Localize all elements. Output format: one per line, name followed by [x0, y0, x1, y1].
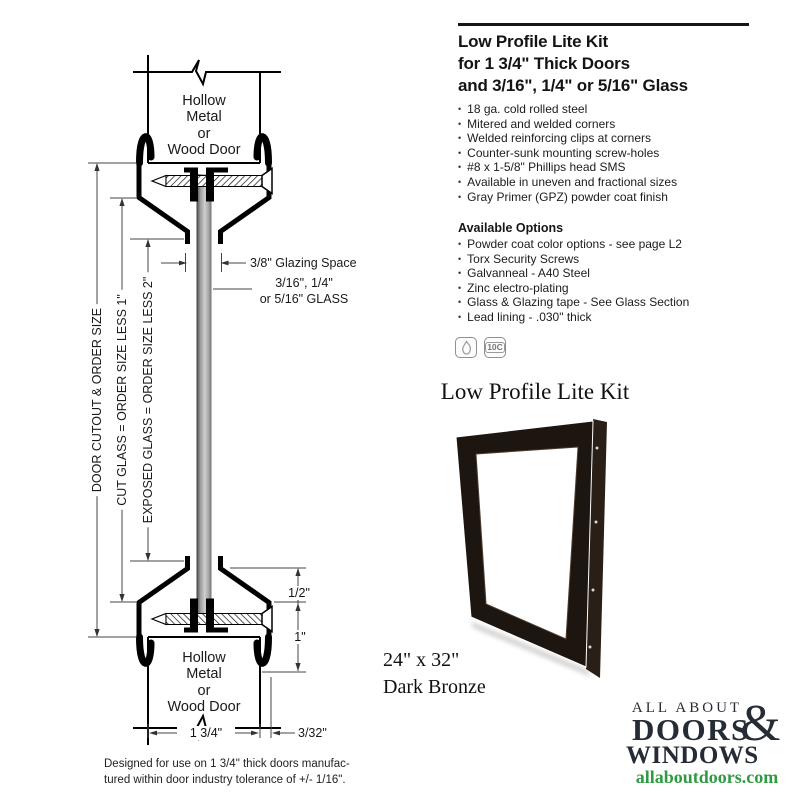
- option-item: • Zinc electro-plating: [458, 281, 689, 296]
- logo-ampersand: &: [740, 695, 781, 752]
- dim-door-width: 1 3/4": [177, 726, 235, 740]
- temp-rating-icon: [484, 337, 506, 358]
- door-label-bottom: Hollow Metal or Wood Door: [167, 650, 241, 716]
- option-item: • Galvanneal - A40 Steel: [458, 266, 689, 281]
- product-photo: [456, 419, 607, 678]
- footnote: Designed for use on 1 3/4" thick doors manufac- tured within door industry tolerance of +/- 1/16".: [104, 758, 350, 786]
- option-item: • Lead lining - .030" thick: [458, 310, 689, 325]
- website-url: allaboutdoors.com: [635, 767, 779, 787]
- logo-windows: WINDOWS: [626, 742, 759, 769]
- feature-item: • Welded reinforcing clips at corners: [458, 131, 677, 146]
- screw-hole: [595, 446, 598, 449]
- dim-one-inch: 1": [286, 630, 314, 644]
- page-title: Low Profile Lite Kit for 1 3/4" Thick Doors and 3/16", 1/4" or 5/16" Glass: [458, 32, 688, 95]
- feature-item: • Counter-sunk mounting screw-holes: [458, 146, 677, 161]
- door-label-top: Hollow Metal or Wood Door: [167, 93, 241, 159]
- flame-icon: [460, 340, 473, 356]
- screw-tip: [152, 176, 166, 187]
- screw-hole: [588, 645, 591, 648]
- screw-hole: [594, 520, 597, 523]
- glazing-channel-left: [190, 168, 198, 202]
- dim-half-inch: 1/2": [280, 586, 318, 600]
- dim-label-cut-glass: CUT GLASS = ORDER SIZE LESS 1": [115, 290, 129, 510]
- screw-hole: [591, 588, 594, 591]
- options-list: [458, 237, 689, 325]
- top-rule: [458, 23, 749, 26]
- glass-pane: [197, 174, 212, 620]
- frame-profile-right: [221, 150, 270, 244]
- feature-item: • Gray Primer (GPZ) powder coat finish: [458, 190, 677, 205]
- glass-thickness-label: 3/16", 1/4" or 5/16" GLASS: [259, 276, 349, 306]
- screw-head: [262, 169, 272, 194]
- options-heading: Available Options: [458, 221, 564, 235]
- feature-item: • #8 x 1-5/8" Phillips head SMS: [458, 160, 677, 175]
- option-item: • Torx Security Screws: [458, 252, 689, 267]
- option-item: • Powder coat color options - see page L2: [458, 237, 689, 252]
- feature-list: [458, 102, 677, 204]
- product-caption: 24" x 32" Dark Bronze: [383, 649, 486, 698]
- glazing-space-label: 3/8" Glazing Space: [250, 256, 357, 270]
- dim-gap: 3/32": [298, 726, 327, 740]
- product-heading: Low Profile Lite Kit: [440, 379, 630, 404]
- dim-label-door-cutout: DOOR CUTOUT & ORDER SIZE: [90, 304, 104, 496]
- dim-label-exposed-glass: EXPOSED GLASS = ORDER SIZE LESS 2": [141, 273, 155, 528]
- feature-item: • Available in uneven and fractional sizes: [458, 175, 677, 190]
- company-logo: [626, 695, 788, 787]
- logo-doors: DOORS: [632, 712, 750, 747]
- glazing-channel-right: [206, 168, 214, 202]
- temp-rating-label: 10C: [487, 342, 503, 352]
- feature-item: • Mitered and welded corners: [458, 117, 677, 132]
- fire-rating-icon: [455, 337, 477, 358]
- feature-item: • 18 ga. cold rolled steel: [458, 102, 677, 117]
- frame-profile-left: [139, 150, 188, 244]
- logo-all-about: ALL ABOUT: [631, 700, 743, 716]
- option-item: • Glass & Glazing tape - See Glass Section: [458, 295, 689, 310]
